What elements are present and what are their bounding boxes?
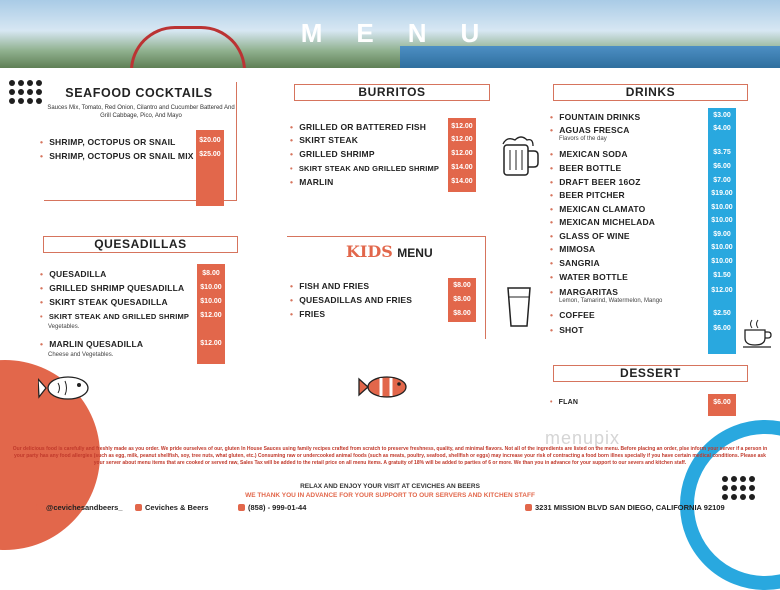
menu-item: • FLAN: [550, 399, 578, 406]
menu-item: • DRAFT BEER 16OZ: [550, 177, 641, 187]
menu-item: • COFFEE: [550, 310, 595, 320]
price: $6.00: [713, 325, 731, 332]
menu-item: • SHRIMP, OCTOPUS OR SNAIL: [40, 137, 176, 147]
footer-instagram[interactable]: [36, 503, 123, 512]
drinks-title: DRINKS: [553, 84, 748, 101]
menu-item: • MEXICAN CLAMATO: [550, 204, 645, 214]
menu-item: • GRILLED SHRIMP QUESADILLA: [40, 283, 184, 293]
menu-item: • MIMOSA: [550, 244, 595, 254]
item-note: Lemon, Tamarind, Watermelon, Mango: [559, 298, 663, 304]
shot-glass-icon: [505, 285, 533, 329]
phone-icon: [238, 504, 245, 511]
price: $12.00: [451, 123, 473, 130]
burritos-price-column: [448, 118, 476, 192]
kids-title-menu: MENU: [397, 246, 433, 260]
price: $10.00: [200, 298, 222, 305]
menu-item: • SHRIMP, OCTOPUS OR SNAIL MIX: [40, 151, 194, 161]
kids-title: [346, 242, 433, 262]
item-note: Vegetables.: [48, 324, 80, 330]
menu-item: • QUESADILLA: [40, 269, 106, 279]
menu-item: • MEXICAN SODA: [550, 149, 628, 159]
kids-title-kids: KIDS: [346, 242, 393, 261]
quesadillas-price-column: [197, 264, 225, 364]
location-icon: [525, 504, 532, 511]
closing-message: [0, 482, 780, 500]
price: $8.00: [453, 296, 471, 303]
menu-item: • MARLIN: [290, 177, 333, 187]
menu-item: • WATER BOTTLE: [550, 272, 628, 282]
price: $8.00: [453, 310, 471, 317]
price: $2.50: [713, 310, 731, 317]
dessert-title: DESSERT: [553, 365, 748, 382]
phone-number: (858) - 999-01-44: [248, 503, 307, 512]
beer-mug-icon: [498, 134, 540, 178]
price: $3.00: [713, 112, 731, 119]
drinks-price-column: [708, 108, 736, 354]
price: $6.00: [713, 399, 731, 406]
menu-item: • QUESADILLAS AND FRIES: [290, 295, 412, 305]
closing-line-2: WE THANK YOU IN ADVANCE FOR YOUR SUPPORT TO OUR SERVERS AND KITCHEN STAFF: [245, 492, 535, 500]
price: $4.00: [713, 125, 731, 132]
menu-item: • MEXICAN MICHELADA: [550, 217, 655, 227]
price: $25.00: [199, 151, 221, 158]
menu-item: • GRILLED SHRIMP: [290, 149, 375, 159]
menu-item: • GLASS OF WINE: [550, 231, 630, 241]
menu-item: • SKIRT STEAK: [290, 135, 358, 145]
menu-item: • BEER PITCHER: [550, 190, 625, 200]
footer-address: [525, 503, 725, 512]
price: $12.00: [711, 287, 733, 294]
menu-item: • AGUAS FRESCA: [550, 125, 630, 135]
menu-title: MENU: [300, 18, 514, 48]
price: $8.00: [202, 270, 220, 277]
menu-item: • SANGRIA: [550, 258, 600, 268]
price: $6.00: [713, 163, 731, 170]
price: $9.00: [713, 231, 731, 238]
price: $12.00: [451, 136, 473, 143]
clownfish-icon: [357, 372, 415, 402]
price: $12.00: [200, 312, 222, 319]
price: $10.00: [711, 204, 733, 211]
price: $10.00: [711, 217, 733, 224]
menu-item: • FISH AND FRIES: [290, 281, 369, 291]
menu-item: • SKIRT STEAK QUESADILLA: [40, 297, 168, 307]
instagram-handle: @cevichesandbeers_: [46, 503, 123, 512]
menu-item: • SHOT: [550, 325, 584, 335]
item-note: Flavors of the day: [559, 136, 607, 142]
seafood-price-column: [196, 130, 224, 206]
item-note: Cheese and Vegetables.: [48, 352, 114, 358]
price: $10.00: [711, 244, 733, 251]
menu-item: • SKIRT STEAK AND GRILLED SHRIMP: [40, 312, 189, 321]
address-text: 3231 MISSION BLVD SAN DIEGO, CALIFORNIA 92109: [535, 503, 725, 512]
price: $7.00: [713, 177, 731, 184]
menu-item: • MARLIN QUESADILLA: [40, 339, 143, 349]
ocean-strip: [400, 46, 780, 68]
seafood-title: SEAFOOD COCKTAILS: [44, 82, 234, 104]
burritos-title: BURRITOS: [294, 84, 490, 101]
fish-icon: [38, 370, 102, 406]
allergy-notice: Our delicious food is carefully and freshly made as you order. We pride ourselves of our, gluten In House Sauces using family recipes crafted from scratch to preserve freshness, quality, and minimal flavors. Not all of the ingredients are listed on the menu. Before placing an order, plse inform your server if a person in your party has any food allergies (such as egg, milk, peanut shellfish, soy, tree nuts, what gluten, etc.) Consuming raw or undercooked animal foods (such as meats, poultry, seafood, shellfish or eggs) may increase your risk of contracting a food born illnes specially if you have certain medical conditions. Please ask your server about menu items that are cooked or served raw, Sales Tax will be added to the retail price on all menu items. A gratuity of 18% will be added to parties of 6 or more. We than you in advance for your support to our severs and kitchen staff.: [12, 446, 768, 466]
kids-price-column: [448, 278, 476, 322]
price: $19.00: [711, 190, 733, 197]
price: $3.75: [713, 149, 731, 156]
footer-facebook[interactable]: [135, 503, 208, 512]
price: $1.50: [713, 272, 731, 279]
price: $10.00: [200, 284, 222, 291]
price: $8.00: [453, 282, 471, 289]
price: $10.00: [711, 258, 733, 265]
facebook-icon: [135, 504, 142, 511]
watermark: menupix: [545, 428, 621, 448]
price: $14.00: [451, 178, 473, 185]
coffee-cup-icon: [742, 318, 776, 350]
closing-line-1: RELAX AND ENJOY YOUR VISIT AT CEVICHES AN BEERS: [300, 483, 480, 490]
price: $12.00: [451, 150, 473, 157]
quesadillas-title: QUESADILLAS: [43, 236, 238, 253]
menu-item: • FOUNTAIN DRINKS: [550, 112, 640, 122]
menu-item: • BEER BOTTLE: [550, 163, 621, 173]
menu-item: • GRILLED OR BATTERED FISH: [290, 122, 426, 132]
seafood-description: Sauces Mix, Tomato, Red Onion, Cilantro and Cucumber Battered And Grill Cabbage, Pico, And Mayo: [47, 105, 235, 119]
facebook-name: Ceviches & Beers: [145, 503, 209, 512]
instagram-icon: [36, 504, 43, 511]
menu-item: • MARGARITAS: [550, 287, 618, 297]
menu-item: • FRIES: [290, 309, 325, 319]
price: $20.00: [199, 137, 221, 144]
price: $12.00: [200, 340, 222, 347]
price: $14.00: [451, 164, 473, 171]
dessert-price-column: [708, 394, 736, 416]
footer-phone[interactable]: [238, 503, 306, 512]
menu-item: • SKIRT STEAK AND GRILLED SHRIMP: [290, 164, 439, 173]
decor-dots-left: [9, 80, 42, 104]
